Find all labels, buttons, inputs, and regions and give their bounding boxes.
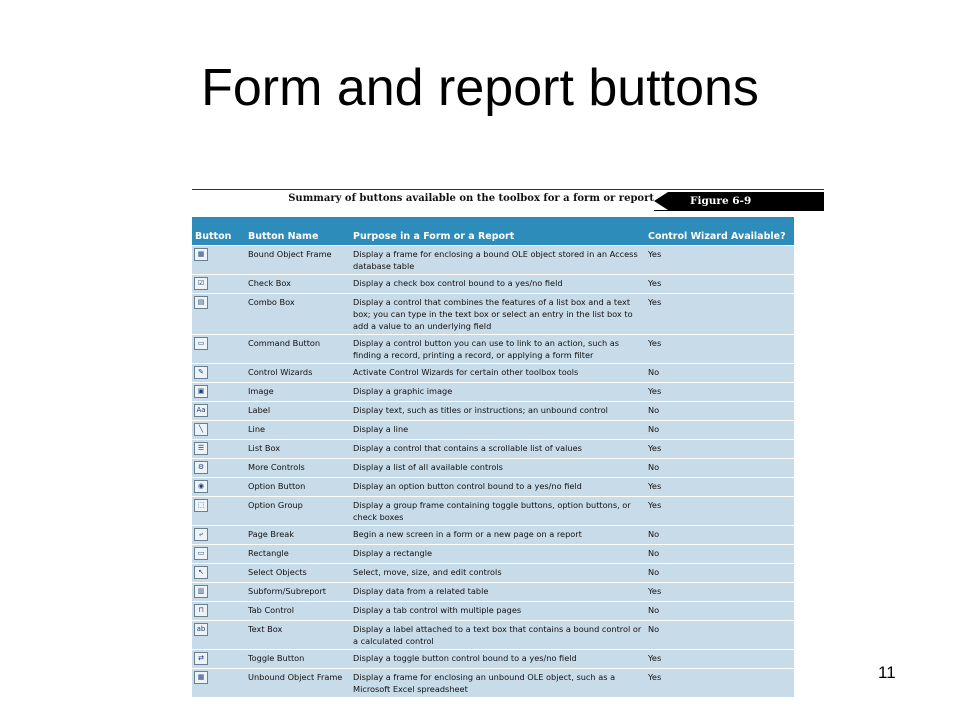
button-icon-cell xyxy=(192,669,245,698)
purpose-cell: Display a rectangle xyxy=(350,545,645,564)
page-break-icon: ⤶ xyxy=(194,528,208,541)
button-icon-cell xyxy=(192,335,245,364)
purpose-cell: Display a graphic image xyxy=(350,383,645,402)
wizard-available-cell: No xyxy=(645,526,794,545)
bound-object-frame-icon: ▦ xyxy=(194,248,208,261)
table-row xyxy=(192,497,794,526)
slide-title: Form and report buttons xyxy=(201,59,759,117)
button-name-cell: Option Group xyxy=(245,497,350,526)
table-row xyxy=(192,650,794,669)
wizard-available-cell: Yes xyxy=(645,294,794,335)
purpose-cell: Display a control button you can use to link to an action, such as finding a record, printing a record, or applying a form filter xyxy=(350,335,645,364)
wizard-available-cell: No xyxy=(645,545,794,564)
button-name-cell: Command Button xyxy=(245,335,350,364)
table-row xyxy=(192,478,794,497)
table-row xyxy=(192,564,794,583)
button-icon-cell xyxy=(192,402,245,421)
button-name-cell: Tab Control xyxy=(245,602,350,621)
wizard-available-cell: No xyxy=(645,621,794,650)
button-icon-cell xyxy=(192,545,245,564)
button-name-cell: Rectangle xyxy=(245,545,350,564)
table-body xyxy=(192,246,794,698)
buttons-table-wrapper xyxy=(192,217,794,697)
button-name-cell: Label xyxy=(245,402,350,421)
wizard-available-cell: No xyxy=(645,421,794,440)
button-name-cell: Toggle Button xyxy=(245,650,350,669)
purpose-cell: Display a control that combines the features of a list box and a text box; you can type in the text box or select an entry in the list box to add a value to an underlying field xyxy=(350,294,645,335)
button-icon-cell xyxy=(192,246,245,275)
button-icon-cell xyxy=(192,526,245,545)
wizard-available-cell: No xyxy=(645,564,794,583)
button-icon-cell xyxy=(192,440,245,459)
button-name-cell: List Box xyxy=(245,440,350,459)
button-icon-cell xyxy=(192,383,245,402)
wizard-available-cell: Yes xyxy=(645,275,794,294)
wizard-available-cell: Yes xyxy=(645,583,794,602)
button-name-cell: Line xyxy=(245,421,350,440)
buttons-table xyxy=(192,217,794,697)
wizard-available-cell: Yes xyxy=(645,650,794,669)
wizard-available-cell: Yes xyxy=(645,246,794,275)
command-button-icon: ▭ xyxy=(194,337,208,350)
button-name-cell: Combo Box xyxy=(245,294,350,335)
wizard-available-cell: Yes xyxy=(645,335,794,364)
purpose-cell: Select, move, size, and edit controls xyxy=(350,564,645,583)
control-wizards-icon: ✎ xyxy=(194,366,208,379)
table-row xyxy=(192,246,794,275)
figure-label: Figure 6-9 xyxy=(654,192,824,211)
purpose-cell: Display a label attached to a text box that contains a bound control or a calculated control xyxy=(350,621,645,650)
purpose-cell: Display a frame for enclosing an unbound OLE object, such as a Microsoft Excel spreadsheet xyxy=(350,669,645,698)
button-icon-cell xyxy=(192,294,245,335)
table-row xyxy=(192,526,794,545)
table-row xyxy=(192,421,794,440)
button-icon-cell xyxy=(192,621,245,650)
wizard-available-cell: Yes xyxy=(645,383,794,402)
rectangle-icon: ▭ xyxy=(194,547,208,560)
button-icon-cell xyxy=(192,478,245,497)
slide-number: 11 xyxy=(878,663,896,682)
table-row xyxy=(192,669,794,698)
wizard-available-cell: No xyxy=(645,602,794,621)
purpose-cell: Display a tab control with multiple pages xyxy=(350,602,645,621)
figure-6-9 xyxy=(192,189,824,697)
button-name-cell: Select Objects xyxy=(245,564,350,583)
button-icon-cell xyxy=(192,364,245,383)
toggle-button-icon: ⇄ xyxy=(194,652,208,665)
header-purpose: Purpose in a Form or a Report xyxy=(350,217,645,246)
table-row xyxy=(192,275,794,294)
table-header-row xyxy=(192,217,794,246)
purpose-cell: Display a line xyxy=(350,421,645,440)
wizard-available-cell: Yes xyxy=(645,497,794,526)
table-row xyxy=(192,545,794,564)
label-icon: Aa xyxy=(194,404,208,417)
more-controls-icon: ⚙ xyxy=(194,461,208,474)
button-icon-cell xyxy=(192,650,245,669)
purpose-cell: Display a list of all available controls xyxy=(350,459,645,478)
purpose-cell: Display a control that contains a scrollable list of values xyxy=(350,440,645,459)
header-button-name: Button Name xyxy=(245,217,350,246)
button-name-cell: Option Button xyxy=(245,478,350,497)
button-icon-cell xyxy=(192,497,245,526)
purpose-cell: Display a group frame containing toggle buttons, option buttons, or check boxes xyxy=(350,497,645,526)
subform-subreport-icon: ▥ xyxy=(194,585,208,598)
unbound-object-frame-icon: ▦ xyxy=(194,671,208,684)
text-box-icon: ab xyxy=(194,623,208,636)
button-name-cell: Bound Object Frame xyxy=(245,246,350,275)
option-group-icon: ⬚ xyxy=(194,499,208,512)
button-icon-cell xyxy=(192,459,245,478)
button-icon-cell xyxy=(192,583,245,602)
purpose-cell: Display an option button control bound to a yes/no field xyxy=(350,478,645,497)
table-row xyxy=(192,621,794,650)
purpose-cell: Activate Control Wizards for certain other toolbox tools xyxy=(350,364,645,383)
button-icon-cell xyxy=(192,564,245,583)
button-name-cell: Text Box xyxy=(245,621,350,650)
table-row xyxy=(192,402,794,421)
table-row xyxy=(192,602,794,621)
wizard-available-cell: Yes xyxy=(645,669,794,698)
tab-control-icon: ⊓ xyxy=(194,604,208,617)
table-row xyxy=(192,440,794,459)
wizard-available-cell: No xyxy=(645,459,794,478)
button-icon-cell xyxy=(192,602,245,621)
button-name-cell: Subform/Subreport xyxy=(245,583,350,602)
figure-caption: Summary of buttons available on the toolbox for a form or report xyxy=(288,193,654,204)
figure-caption-bar xyxy=(192,189,824,211)
check-box-icon: ☑ xyxy=(194,277,208,290)
image-icon: ▣ xyxy=(194,385,208,398)
button-icon-cell xyxy=(192,421,245,440)
wizard-available-cell: Yes xyxy=(645,478,794,497)
purpose-cell: Display text, such as titles or instructions; an unbound control xyxy=(350,402,645,421)
button-name-cell: Check Box xyxy=(245,275,350,294)
button-name-cell: More Controls xyxy=(245,459,350,478)
header-wizard: Control Wizard Available? xyxy=(645,217,794,246)
option-button-icon: ◉ xyxy=(194,480,208,493)
table-row xyxy=(192,583,794,602)
line-icon: ╲ xyxy=(194,423,208,436)
purpose-cell: Display a check box control bound to a yes/no field xyxy=(350,275,645,294)
header-button: Button xyxy=(192,217,245,246)
button-name-cell: Page Break xyxy=(245,526,350,545)
purpose-cell: Display data from a related table xyxy=(350,583,645,602)
table-row xyxy=(192,335,794,364)
button-name-cell: Control Wizards xyxy=(245,364,350,383)
purpose-cell: Display a frame for enclosing a bound OLE object stored in an Access database table xyxy=(350,246,645,275)
table-row xyxy=(192,294,794,335)
purpose-cell: Begin a new screen in a form or a new page on a report xyxy=(350,526,645,545)
button-icon-cell xyxy=(192,275,245,294)
combo-box-icon: ▤ xyxy=(194,296,208,309)
table-row xyxy=(192,459,794,478)
table-row xyxy=(192,383,794,402)
select-objects-icon: ↖ xyxy=(194,566,208,579)
button-name-cell: Image xyxy=(245,383,350,402)
list-box-icon: ☰ xyxy=(194,442,208,455)
button-name-cell: Unbound Object Frame xyxy=(245,669,350,698)
wizard-available-cell: No xyxy=(645,364,794,383)
table-row xyxy=(192,364,794,383)
wizard-available-cell: Yes xyxy=(645,440,794,459)
wizard-available-cell: No xyxy=(645,402,794,421)
purpose-cell: Display a toggle button control bound to a yes/no field xyxy=(350,650,645,669)
